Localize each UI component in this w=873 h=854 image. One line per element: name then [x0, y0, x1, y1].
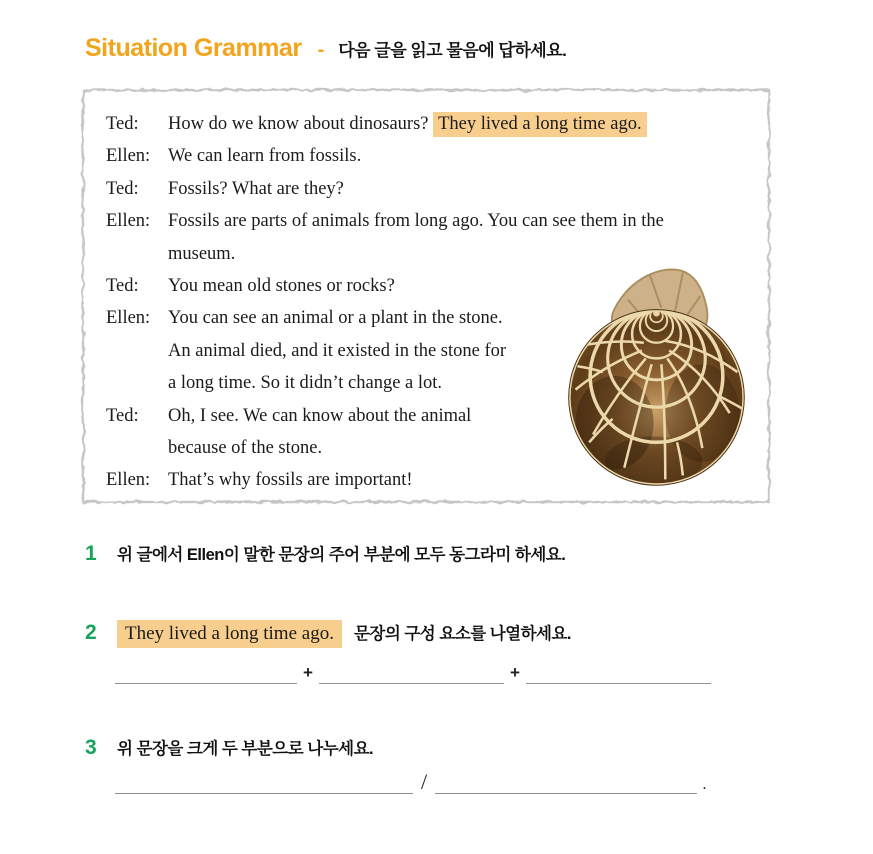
question-2-number: 2 — [85, 621, 97, 644]
speaker-label — [106, 335, 168, 367]
question-3-answer-blanks — [115, 770, 707, 794]
highlighted-sentence: They lived a long time ago. — [433, 112, 646, 137]
page-title: Situation Grammar — [85, 34, 302, 62]
title-dash: - — [317, 39, 325, 61]
question-2 — [85, 620, 571, 645]
question-1-number: 1 — [85, 542, 97, 565]
question-3-number: 3 — [85, 736, 97, 759]
speaker-label: Ellen: — [106, 308, 151, 329]
dialogue-text: You mean old stones or rocks? — [168, 276, 395, 297]
dialogue-line — [94, 140, 758, 172]
speaker-label: Ted: — [106, 276, 139, 297]
question-1-text: 위 글에서 Ellen이 말한 문장의 주어 부분에 모두 동그라미 하세요. — [117, 546, 566, 564]
speaker-label — [106, 367, 168, 399]
dialogue-text: Oh, I see. We can know about the animal — [168, 405, 472, 426]
question-2-instruction: 문장의 구성 요소를 나열하세요. — [353, 625, 571, 643]
question-1 — [85, 541, 565, 566]
question-3 — [85, 735, 373, 760]
speaker-label: Ted: — [106, 405, 139, 426]
plus-separator: + — [509, 663, 520, 682]
question-2-answer-blanks — [115, 662, 711, 684]
question-3-text: 위 문장을 크게 두 부분으로 나누세요. — [117, 740, 374, 758]
speaker-label: Ellen: — [106, 470, 151, 491]
answer-blank — [115, 773, 413, 794]
dialogue-text: We can learn from fossils. — [168, 146, 362, 167]
sentence-period: . — [702, 774, 707, 793]
dialogue-text: museum. — [168, 243, 236, 264]
dialogue-line — [94, 108, 758, 140]
speaker-label — [106, 432, 168, 464]
answer-blank — [435, 773, 697, 794]
dialogue-text: a long time. So it didn’t change a lot. — [168, 373, 443, 394]
slash-separator: / — [421, 769, 428, 794]
question-2-text — [117, 620, 571, 645]
dialogue-text-plain: How do we know about dinosaurs? — [168, 114, 434, 134]
dialogue-text: Fossils? What are they? — [168, 178, 344, 199]
answer-blank — [115, 663, 297, 684]
dialogue-text: You can see an animal or a plant in the stone. — [168, 308, 503, 329]
ammonite-fossil-image — [556, 255, 756, 493]
dialogue-text: That’s why fossils are important! — [168, 470, 413, 491]
speaker-label: Ellen: — [106, 211, 151, 232]
dialogue-line — [94, 173, 758, 205]
dialogue-text — [168, 108, 758, 140]
page-header — [85, 34, 566, 63]
speaker-label: Ted: — [106, 114, 139, 134]
plus-separator: + — [303, 663, 313, 682]
dialogue-text: because of the stone. — [168, 438, 323, 459]
dialogue-text: Fossils are parts of animals from long ago. You can see them in the — [168, 211, 664, 232]
speaker-label — [106, 238, 168, 270]
answer-blank — [526, 663, 711, 684]
dialogue-line — [94, 205, 758, 237]
speaker-label: Ted: — [106, 178, 139, 199]
question-2-highlighted-sentence: They lived a long time ago. — [117, 620, 342, 648]
speaker-label: Ellen: — [106, 146, 151, 167]
answer-blank — [319, 663, 504, 684]
dialogue-text: An animal died, and it existed in the stone for — [168, 340, 507, 361]
dialogue-box — [80, 87, 772, 505]
header-instruction: 다음 글을 읽고 물음에 답하세요. — [338, 41, 567, 60]
